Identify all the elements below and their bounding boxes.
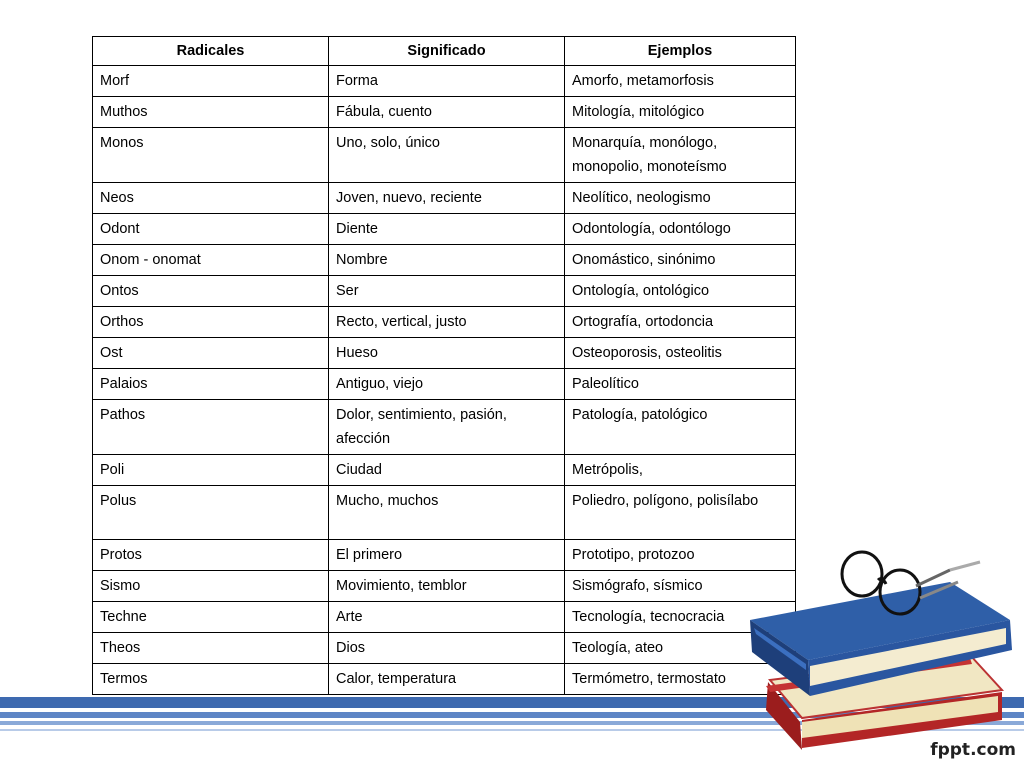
cell-significado: Mucho, muchos xyxy=(329,486,565,540)
cell-radical: Odont xyxy=(93,214,329,245)
table-row xyxy=(93,664,796,695)
table-row xyxy=(93,307,796,338)
cell-significado: Nombre xyxy=(329,245,565,276)
cell-radical: Poli xyxy=(93,455,329,486)
cell-radical: Theos xyxy=(93,633,329,664)
cell-radical: Ontos xyxy=(93,276,329,307)
cell-radical: Onom - onomat xyxy=(93,245,329,276)
cell-radical: Termos xyxy=(93,664,329,695)
table-row xyxy=(93,400,796,455)
fppt-logo: fppt.com xyxy=(930,740,1016,760)
table-row xyxy=(93,245,796,276)
cell-significado: Forma xyxy=(329,66,565,97)
cell-significado: Uno, solo, único xyxy=(329,128,565,183)
cell-significado: Ciudad xyxy=(329,455,565,486)
table-row xyxy=(93,486,796,540)
cell-radical: Orthos xyxy=(93,307,329,338)
cell-ejemplos: Sismógrafo, sísmico xyxy=(565,571,796,602)
table-row xyxy=(93,97,796,128)
cell-ejemplos: Termómetro, termostato xyxy=(565,664,796,695)
cell-radical: Palaios xyxy=(93,369,329,400)
table-row xyxy=(93,128,796,183)
table-row xyxy=(93,369,796,400)
cell-ejemplos: Onomástico, sinónimo xyxy=(565,245,796,276)
cell-radical: Pathos xyxy=(93,400,329,455)
table-row xyxy=(93,602,796,633)
radicales-table xyxy=(92,36,796,695)
cell-ejemplos: Odontología, odontólogo xyxy=(565,214,796,245)
cell-ejemplos: Metrópolis, xyxy=(565,455,796,486)
cell-ejemplos: Neolítico, neologismo xyxy=(565,183,796,214)
cell-significado: Diente xyxy=(329,214,565,245)
table-row xyxy=(93,633,796,664)
header-ejemplos: Ejemplos xyxy=(565,37,796,66)
cell-ejemplos: Poliedro, polígono, polisílabo xyxy=(565,486,796,540)
header-significado: Significado xyxy=(329,37,565,66)
table-row xyxy=(93,338,796,369)
cell-ejemplos: Paleolítico xyxy=(565,369,796,400)
cell-significado: Arte xyxy=(329,602,565,633)
table-row xyxy=(93,540,796,571)
cell-significado: Hueso xyxy=(329,338,565,369)
cell-ejemplos: Teología, ateo xyxy=(565,633,796,664)
cell-significado: Ser xyxy=(329,276,565,307)
cell-ejemplos: Prototipo, protozoo xyxy=(565,540,796,571)
table-header-row xyxy=(93,37,796,66)
cell-ejemplos: Patología, patológico xyxy=(565,400,796,455)
table-row xyxy=(93,66,796,97)
table-row xyxy=(93,276,796,307)
cell-radical: Polus xyxy=(93,486,329,540)
cell-significado: Fábula, cuento xyxy=(329,97,565,128)
cell-significado: El primero xyxy=(329,540,565,571)
cell-radical: Morf xyxy=(93,66,329,97)
cell-radical: Protos xyxy=(93,540,329,571)
cell-significado: Antiguo, viejo xyxy=(329,369,565,400)
cell-ejemplos: Monarquía, monólogo, monopolio, monoteísmo xyxy=(565,128,796,183)
header-radicales: Radicales xyxy=(93,37,329,66)
cell-significado: Dios xyxy=(329,633,565,664)
cell-significado: Joven, nuevo, reciente xyxy=(329,183,565,214)
cell-radical: Ost xyxy=(93,338,329,369)
cell-radical: Sismo xyxy=(93,571,329,602)
table-row xyxy=(93,183,796,214)
table-row xyxy=(93,455,796,486)
cell-significado: Movimiento, temblor xyxy=(329,571,565,602)
cell-ejemplos: Osteoporosis, osteolitis xyxy=(565,338,796,369)
cell-ejemplos: Mitología, mitológico xyxy=(565,97,796,128)
cell-significado: Dolor, sentimiento, pasión, afección xyxy=(329,400,565,455)
cell-significado: Calor, temperatura xyxy=(329,664,565,695)
cell-radical: Neos xyxy=(93,183,329,214)
cell-ejemplos: Ortografía, ortodoncia xyxy=(565,307,796,338)
cell-significado: Recto, vertical, justo xyxy=(329,307,565,338)
table-row xyxy=(93,214,796,245)
books-with-glasses-icon xyxy=(740,540,1024,768)
cell-ejemplos: Ontología, ontológico xyxy=(565,276,796,307)
cell-radical: Muthos xyxy=(93,97,329,128)
cell-ejemplos: Tecnología, tecnocracia xyxy=(565,602,796,633)
cell-radical: Techne xyxy=(93,602,329,633)
cell-radical: Monos xyxy=(93,128,329,183)
cell-ejemplos: Amorfo, metamorfosis xyxy=(565,66,796,97)
table-row xyxy=(93,571,796,602)
